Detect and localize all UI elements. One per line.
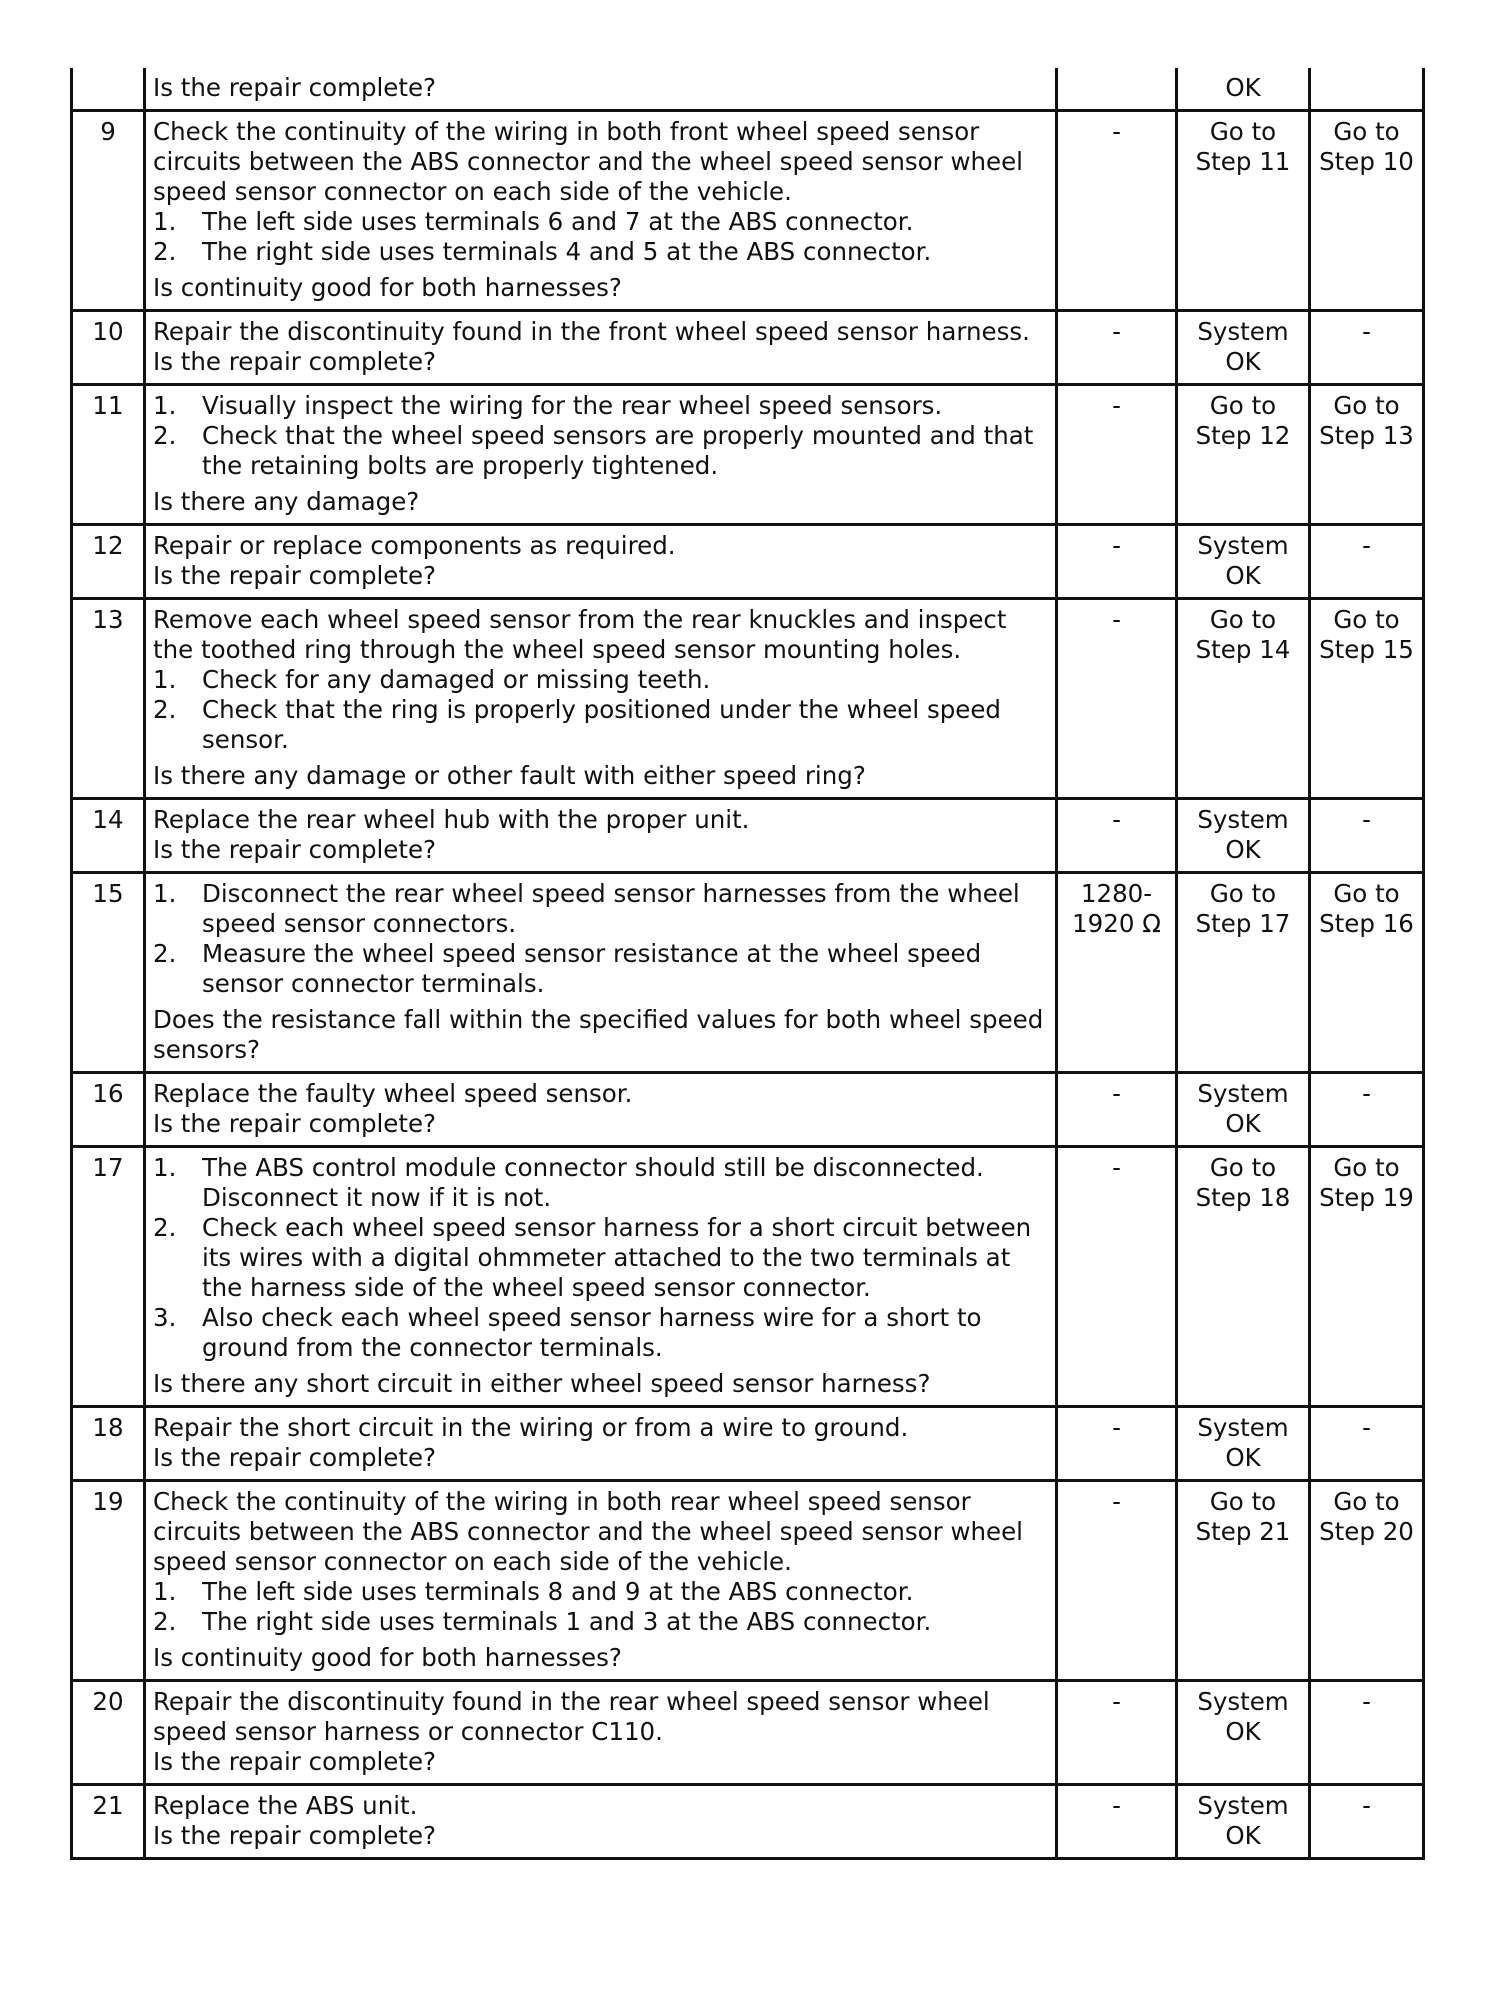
action-cell (145, 68, 1057, 111)
value-cell (1057, 68, 1177, 111)
table-row (72, 1147, 1424, 1407)
table-row (72, 525, 1424, 599)
action-cell (145, 385, 1057, 525)
no-cell: - (1310, 525, 1424, 599)
table-row (72, 385, 1424, 525)
action-step-text: Visually inspect the wiring for the rear wheel speed sensors. (202, 391, 943, 420)
value-cell: - (1057, 385, 1177, 525)
action-step-text: Measure the wheel speed sensor resistance at the wheel speed sensor connector terminals. (202, 939, 982, 998)
diagnostic-steps-table (70, 68, 1425, 1860)
value-cell: - (1057, 1785, 1177, 1859)
action-step-item (153, 939, 1047, 999)
yes-cell: OK (1177, 68, 1310, 111)
action-cell (145, 1785, 1057, 1859)
table-row (72, 311, 1424, 385)
table-row (72, 1407, 1424, 1481)
action-step-number: 2. (153, 1607, 177, 1636)
step-number-cell: 15 (72, 873, 145, 1073)
action-step-number: 1. (153, 1153, 177, 1182)
table-row (72, 68, 1424, 111)
action-cell (145, 873, 1057, 1073)
action-text: Replace the ABS unit. (153, 1791, 418, 1820)
action-text: Check the continuity of the wiring in both front wheel speed sensor circuits between the ABS connector and the wheel speed sensor wheel speed sensor connector on each side of the vehicle. (153, 117, 1023, 206)
action-question: Does the resistance fall within the specified values for both wheel speed sensors? (153, 1005, 1044, 1064)
action-text: Repair the discontinuity found in the rear wheel speed sensor wheel speed sensor harness or connector C110. (153, 1687, 990, 1746)
yes-cell: Go to Step 11 (1177, 111, 1310, 311)
action-cell (145, 525, 1057, 599)
step-number-cell: 10 (72, 311, 145, 385)
no-cell: Go to Step 10 (1310, 111, 1424, 311)
step-number-cell: 16 (72, 1073, 145, 1147)
action-step-number: 1. (153, 879, 177, 908)
yes-cell: Go to Step 18 (1177, 1147, 1310, 1407)
no-cell: Go to Step 19 (1310, 1147, 1424, 1407)
action-step-text: Check for any damaged or missing teeth. (202, 665, 711, 694)
action-steps-list (153, 1577, 1047, 1637)
step-number-cell: 17 (72, 1147, 145, 1407)
no-cell: - (1310, 1073, 1424, 1147)
yes-cell: Go to Step 21 (1177, 1481, 1310, 1681)
yes-cell: System OK (1177, 1785, 1310, 1859)
action-step-number: 1. (153, 391, 177, 420)
action-step-text: Also check each wheel speed sensor harness wire for a short to ground from the connector terminals. (202, 1303, 982, 1362)
action-step-item (153, 1213, 1047, 1303)
action-text: Is the repair complete? (153, 1443, 437, 1472)
yes-cell: System OK (1177, 1681, 1310, 1785)
yes-cell: Go to Step 17 (1177, 873, 1310, 1073)
action-text: Repair the short circuit in the wiring or from a wire to ground. (153, 1413, 909, 1442)
action-step-item (153, 1303, 1047, 1363)
action-step-text: The right side uses terminals 1 and 3 at the ABS connector. (202, 1607, 932, 1636)
action-step-number: 2. (153, 939, 177, 968)
action-step-item (153, 695, 1047, 755)
step-number-cell: 14 (72, 799, 145, 873)
action-step-text: Disconnect the rear wheel speed sensor harnesses from the wheel speed sensor connectors. (202, 879, 1020, 938)
diagnostic-table-page (70, 68, 1422, 1860)
value-cell: - (1057, 111, 1177, 311)
table-row (72, 873, 1424, 1073)
value-cell: - (1057, 1681, 1177, 1785)
step-number-cell: 18 (72, 1407, 145, 1481)
action-question: Is continuity good for both harnesses? (153, 1643, 622, 1672)
no-cell: - (1310, 311, 1424, 385)
action-steps-list (153, 1153, 1047, 1363)
action-cell (145, 111, 1057, 311)
step-number-cell: 9 (72, 111, 145, 311)
action-cell (145, 1073, 1057, 1147)
value-cell: - (1057, 311, 1177, 385)
action-cell (145, 1407, 1057, 1481)
no-cell: Go to Step 20 (1310, 1481, 1424, 1681)
action-text: Is the repair complete? (153, 1109, 437, 1138)
no-cell: - (1310, 1407, 1424, 1481)
table-row (72, 111, 1424, 311)
step-number-cell: 11 (72, 385, 145, 525)
table-row (72, 599, 1424, 799)
action-text: Check the continuity of the wiring in both rear wheel speed sensor circuits between the ABS connector and the wheel speed sensor wheel speed sensor connector on each side of the vehicle. (153, 1487, 1023, 1576)
action-text: Is the repair complete? (153, 561, 437, 590)
yes-cell: System OK (1177, 1407, 1310, 1481)
action-step-text: The right side uses terminals 4 and 5 at the ABS connector. (202, 237, 932, 266)
no-cell (1310, 68, 1424, 111)
action-step-item (153, 665, 1047, 695)
value-cell: - (1057, 1147, 1177, 1407)
action-step-item (153, 237, 1047, 267)
action-step-item (153, 1577, 1047, 1607)
action-text: Is the repair complete? (153, 835, 437, 864)
action-steps-list (153, 207, 1047, 267)
action-question: Is there any damage? (153, 487, 420, 516)
action-step-text: The left side uses terminals 8 and 9 at the ABS connector. (202, 1577, 914, 1606)
action-steps-list (153, 391, 1047, 481)
no-cell: - (1310, 1785, 1424, 1859)
no-cell: Go to Step 16 (1310, 873, 1424, 1073)
value-cell: 1280-1920 Ω (1057, 873, 1177, 1073)
step-number-cell: 12 (72, 525, 145, 599)
action-text: Repair or replace components as required. (153, 531, 676, 560)
yes-cell: System OK (1177, 525, 1310, 599)
yes-cell: Go to Step 12 (1177, 385, 1310, 525)
no-cell: - (1310, 1681, 1424, 1785)
step-number-cell (72, 68, 145, 111)
table-row (72, 1073, 1424, 1147)
yes-cell: Go to Step 14 (1177, 599, 1310, 799)
action-step-number: 2. (153, 1213, 177, 1242)
value-cell: - (1057, 799, 1177, 873)
yes-cell: System OK (1177, 1073, 1310, 1147)
no-cell: Go to Step 15 (1310, 599, 1424, 799)
action-step-number: 3. (153, 1303, 177, 1332)
table-row (72, 1681, 1424, 1785)
action-step-item (153, 879, 1047, 939)
action-step-number: 1. (153, 1577, 177, 1606)
action-step-item (153, 391, 1047, 421)
action-step-text: The left side uses terminals 6 and 7 at the ABS connector. (202, 207, 914, 236)
action-step-number: 2. (153, 421, 177, 450)
value-cell: - (1057, 1407, 1177, 1481)
action-step-item (153, 1153, 1047, 1213)
action-steps-list (153, 879, 1047, 999)
yes-cell: System OK (1177, 799, 1310, 873)
action-text: Is the repair complete? (153, 73, 437, 102)
table-row (72, 1785, 1424, 1859)
action-text: Remove each wheel speed sensor from the rear knuckles and inspect the toothed ring through the wheel speed sensor mounting holes. (153, 605, 1007, 664)
action-text: Replace the rear wheel hub with the proper unit. (153, 805, 750, 834)
value-cell: - (1057, 1073, 1177, 1147)
action-step-item (153, 421, 1047, 481)
action-cell (145, 1681, 1057, 1785)
action-step-number: 2. (153, 237, 177, 266)
action-cell (145, 1147, 1057, 1407)
action-step-item (153, 1607, 1047, 1637)
action-step-number: 2. (153, 695, 177, 724)
action-question: Is there any short circuit in either wheel speed sensor harness? (153, 1369, 931, 1398)
table-row (72, 1481, 1424, 1681)
action-question: Is continuity good for both harnesses? (153, 273, 622, 302)
yes-cell: System OK (1177, 311, 1310, 385)
value-cell: - (1057, 599, 1177, 799)
step-number-cell: 21 (72, 1785, 145, 1859)
value-cell: - (1057, 1481, 1177, 1681)
action-text: Replace the faulty wheel speed sensor. (153, 1079, 633, 1108)
action-cell (145, 1481, 1057, 1681)
action-text: Is the repair complete? (153, 1821, 437, 1850)
action-step-item (153, 207, 1047, 237)
action-steps-list (153, 665, 1047, 755)
action-text: Repair the discontinuity found in the front wheel speed sensor harness. (153, 317, 1030, 346)
no-cell: Go to Step 13 (1310, 385, 1424, 525)
action-cell (145, 311, 1057, 385)
action-step-text: Check each wheel speed sensor harness for a short circuit between its wires with a digital ohmmeter attached to the two terminals at the harness side of the wheel speed sensor connector. (202, 1213, 1032, 1302)
table-body (72, 68, 1424, 1859)
action-step-text: Check that the ring is properly positioned under the wheel speed sensor. (202, 695, 1001, 754)
value-cell: - (1057, 525, 1177, 599)
step-number-cell: 19 (72, 1481, 145, 1681)
step-number-cell: 13 (72, 599, 145, 799)
action-question: Is there any damage or other fault with either speed ring? (153, 761, 866, 790)
action-step-number: 1. (153, 665, 177, 694)
step-number-cell: 20 (72, 1681, 145, 1785)
table-row (72, 799, 1424, 873)
action-cell (145, 799, 1057, 873)
action-cell (145, 599, 1057, 799)
action-step-number: 1. (153, 207, 177, 236)
no-cell: - (1310, 799, 1424, 873)
action-text: Is the repair complete? (153, 1747, 437, 1776)
action-step-text: The ABS control module connector should still be disconnected. Disconnect it now if it is not. (202, 1153, 984, 1212)
action-step-text: Check that the wheel speed sensors are properly mounted and that the retaining bolts are properly tightened. (202, 421, 1034, 480)
action-text: Is the repair complete? (153, 347, 437, 376)
